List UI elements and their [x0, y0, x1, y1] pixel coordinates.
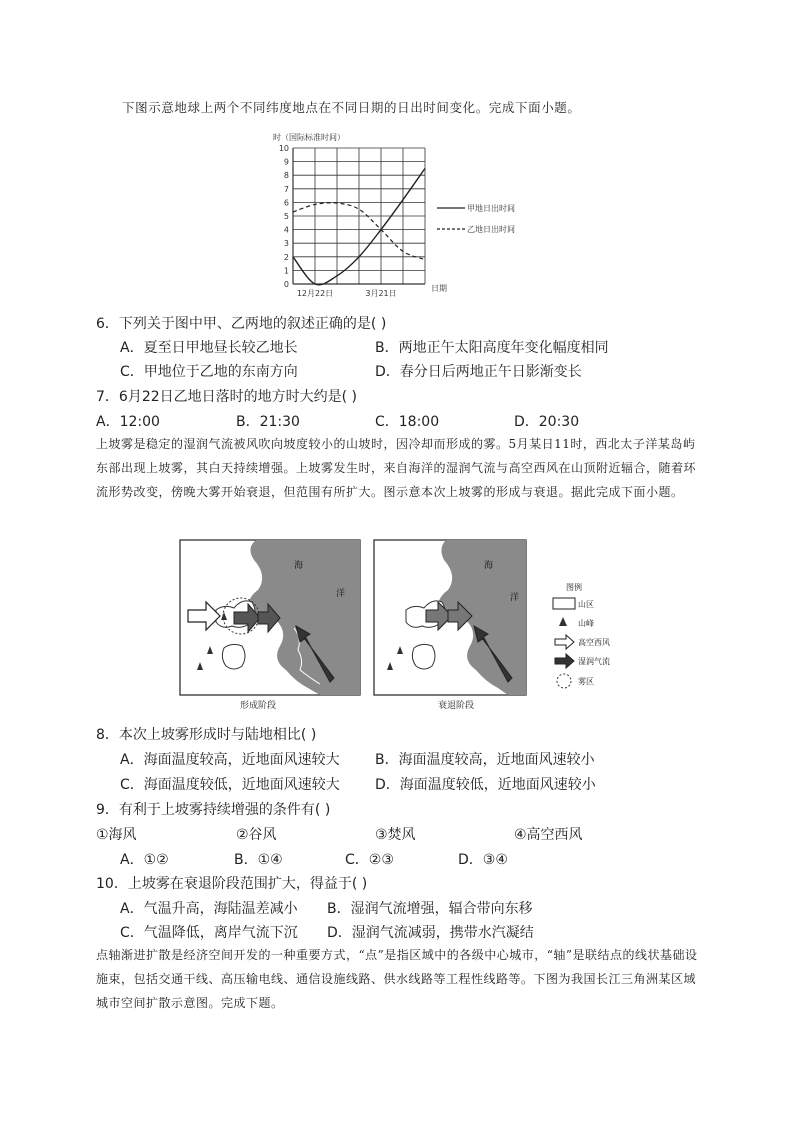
- urban-diffusion-passage: 点轴渐进扩散是经济空间开发的一种重要方式，“点”是指区域中的各级中心城市，“轴”是联结点的线状基础设施束，包括交通干线、高压输电线、通信设施线路、供水线路等工程性线路等。下图为我国长江三角洲某区域城市空间扩散示意图。完成下题。: [96, 948, 698, 1010]
- chart-y-tick-label: 6: [283, 198, 289, 208]
- chart-y-tick-label: 4: [283, 225, 289, 235]
- chart-y-ticks: [279, 144, 289, 289]
- legend-peak-label: 山峰: [578, 619, 594, 628]
- chart-y-tick-label: 5: [283, 212, 289, 221]
- q7-stem: 7．6月22日乙地日落时的地方时大约是( ): [96, 389, 358, 405]
- legend-fog-icon: [557, 674, 571, 688]
- chart-y-tick-label: 7: [283, 184, 289, 194]
- q10-option-c: C．气温降低，离岸气流下沉: [120, 925, 298, 941]
- legend-mountain-swatch: [553, 598, 575, 609]
- q9-item-1: ①海风: [96, 827, 137, 843]
- q8-option-c: C．海面温度较低，近地面风速较大: [120, 777, 340, 793]
- q6-option-d: D．春分日后两地正午日影渐变长: [375, 364, 582, 380]
- q10-option-a: A．气温升高，海陆温差减小: [120, 901, 298, 917]
- chart-y-tick-label: 0: [283, 280, 289, 289]
- q6-option-a: A．夏至日甲地昼长较乙地长: [120, 340, 298, 356]
- legend-peak-icon: [559, 617, 567, 626]
- legend-jia-label: 甲地日出时间: [467, 204, 515, 213]
- fog-maps-figure: [176, 538, 622, 714]
- chart-x-title: 日期: [431, 284, 447, 293]
- legend-mountain-label: 山区: [578, 600, 594, 609]
- fog-passage: 上坡雾是稳定的湿润气流被风吹向坡度较小的山坡时，因冷却而形成的雾。5月某日11时，西北太子洋某岛屿东部出现上坡雾，其白天持续增强。上坡雾发生时，来自海洋的湿润气流与高空西风在山顶附近辐合，随着环流形势改变，傍晚大雾开始衰退，但范围有所扩大。图示意本次上坡雾的形成与衰退。据此完成下面小题。: [96, 437, 697, 499]
- q7-option-c: C．18:00: [375, 414, 440, 430]
- legend-humid-flow-icon: [555, 654, 574, 668]
- sunrise-chart: [265, 128, 545, 300]
- map2-sea-label-1: 海: [484, 561, 494, 571]
- legend-fog-label: 雾区: [578, 677, 594, 686]
- map1-caption: 形成阶段: [240, 701, 277, 711]
- intro-text: 下图示意地球上两个不同纬度地点在不同日期的日出时间变化。完成下面小题。: [122, 100, 581, 115]
- q7-option-a: A．12:00: [96, 414, 160, 430]
- q9-option-a: A．①②: [120, 852, 169, 868]
- q9-item-2: ②谷风: [236, 827, 277, 843]
- q10-option-d: D．湿润气流减弱，携带水汽凝结: [327, 925, 534, 941]
- q8-option-b: B．海面温度较高，近地面风速较小: [375, 752, 595, 768]
- chart-y-tick-label: 2: [283, 252, 289, 262]
- q10-option-b: B．湿润气流增强，辐合带向东移: [327, 901, 533, 917]
- q7-option-b: B．21:30: [236, 414, 300, 430]
- q6-option-b: B．两地正午太阳高度年变化幅度相同: [375, 340, 609, 356]
- q9-item-3: ③焚风: [375, 827, 416, 843]
- map2-sea-label-2: 洋: [510, 593, 520, 603]
- q9-option-b: B．①④: [234, 852, 283, 868]
- chart-x-tick-dec22: 12月22日: [296, 289, 334, 298]
- map2-caption: 衰退阶段: [438, 701, 475, 711]
- q8-stem: 8．本次上坡雾形成时与陆地相比( ): [96, 727, 317, 743]
- q8-option-a: A．海面温度较高，近地面风速较大: [120, 752, 340, 768]
- map-formation-stage: [180, 540, 360, 695]
- legend-title: 图例: [566, 583, 582, 592]
- q9-stem: 9．有利于上坡雾持续增强的条件有( ): [96, 802, 331, 818]
- chart-y-tick-label: 8: [283, 171, 289, 181]
- q8-option-d: D．海面温度较低，近地面风速较小: [375, 777, 596, 793]
- chart-y-tick-label: 9: [283, 157, 289, 167]
- map1-sea-label-1: 海: [294, 561, 304, 571]
- legend-west-wind-label: 高空西风: [578, 638, 610, 647]
- legend-west-wind-icon: [555, 635, 574, 649]
- chart-grid: [293, 148, 425, 284]
- q9-option-d: D．③④: [458, 852, 508, 868]
- map-decline-stage: [374, 540, 526, 695]
- map-legend: [553, 582, 610, 688]
- q6-option-c: C．甲地位于乙地的东南方向: [120, 364, 298, 380]
- chart-y-title: 时（国际标准时间）: [273, 133, 345, 142]
- q7-option-d: D．20:30: [514, 414, 580, 430]
- q9-item-4: ④高空西风: [514, 827, 583, 843]
- q9-option-c: C．②③: [345, 852, 394, 868]
- legend-yi-label: 乙地日出时间: [467, 225, 515, 234]
- map1-sea-label-2: 洋: [336, 589, 346, 599]
- q6-stem: 6．下列关于图中甲、乙两地的叙述正确的是( ): [96, 316, 387, 332]
- chart-x-tick-mar21: 3月21日: [365, 289, 397, 298]
- q10-stem: 10．上坡雾在衰退阶段范围扩大，得益于( ): [96, 876, 368, 892]
- legend-humid-flow-label: 湿润气流: [578, 657, 610, 666]
- chart-y-tick-label: 10: [278, 144, 289, 153]
- chart-y-tick-label: 3: [283, 239, 289, 249]
- chart-y-tick-label: 1: [283, 266, 289, 276]
